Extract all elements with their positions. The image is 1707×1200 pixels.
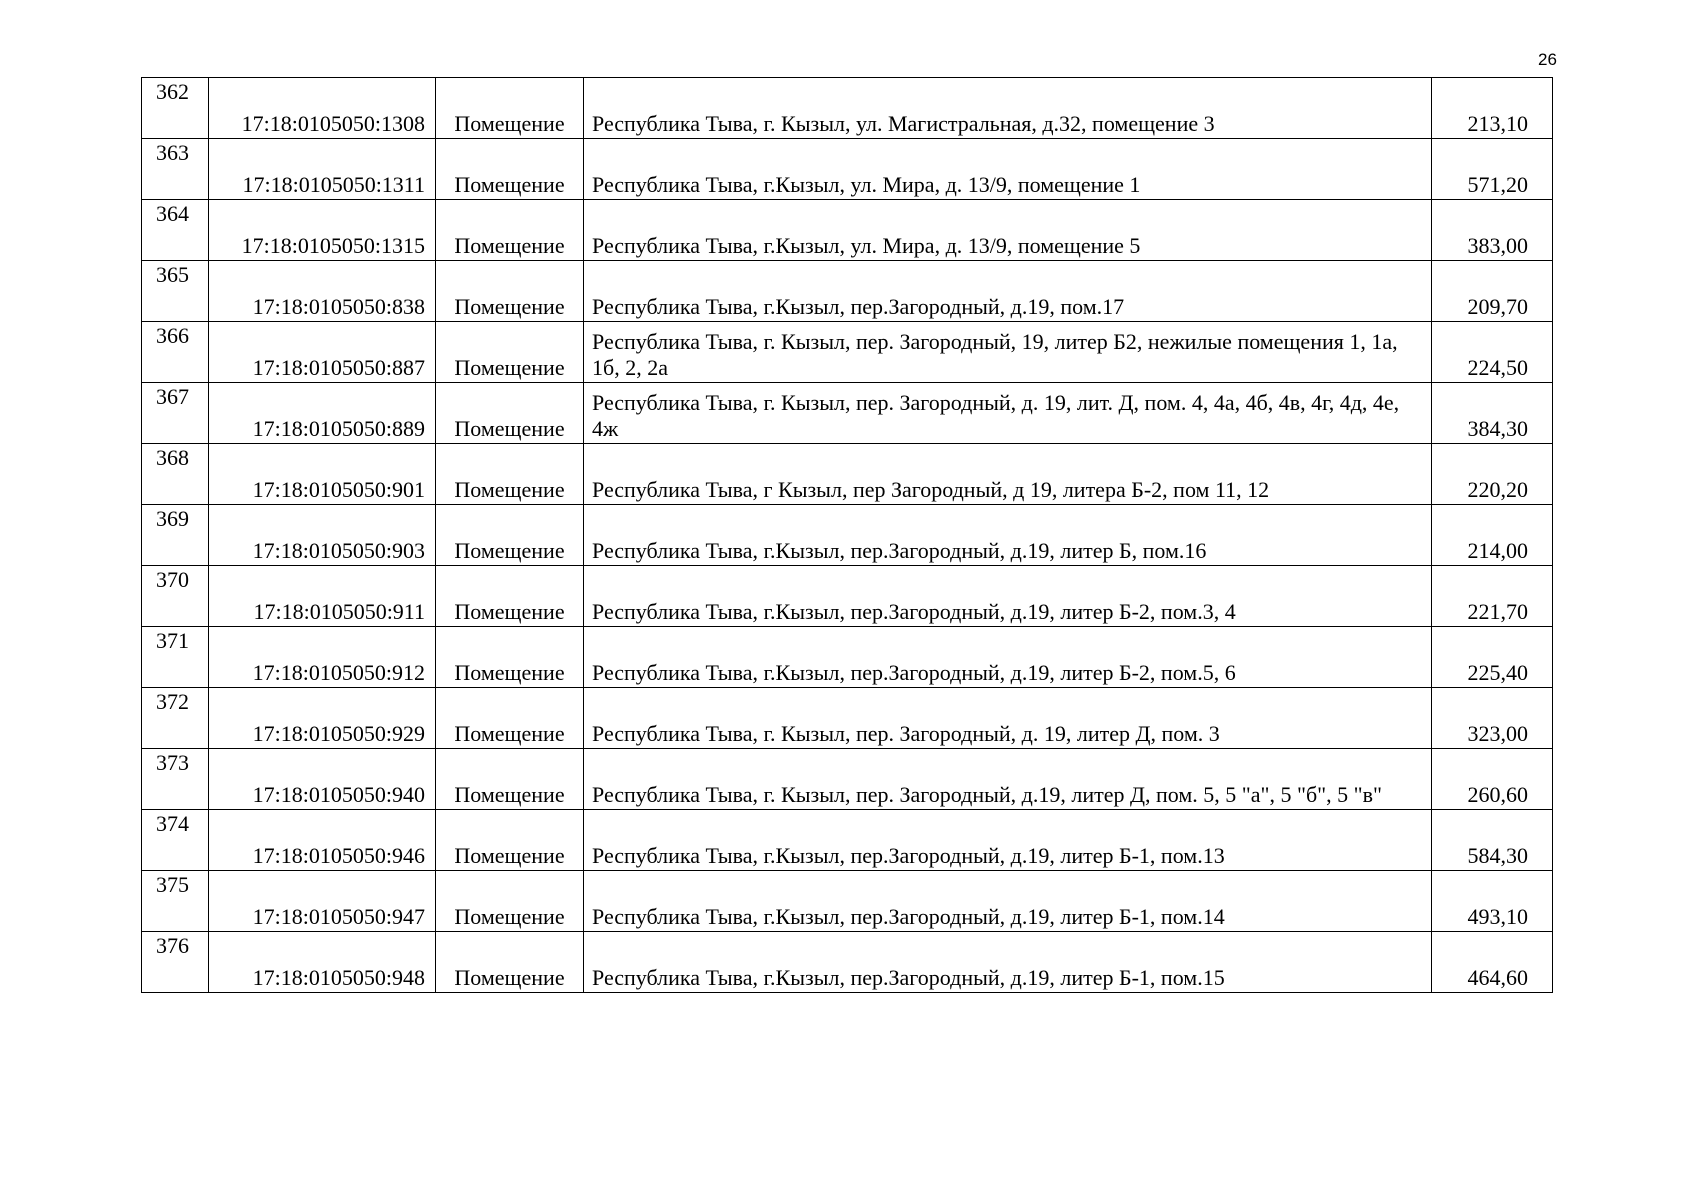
address-cell: Республика Тыва, г.Кызыл, пер.Загородный, д.19, литер Б-1, пом.14 (584, 871, 1432, 932)
table-row (142, 627, 1553, 688)
area-cell: 260,60 (1432, 749, 1553, 810)
row-number-cell: 366 (142, 322, 209, 383)
row-number-cell: 372 (142, 688, 209, 749)
table-row (142, 688, 1553, 749)
cadastral-number-cell: 17:18:0105050:887 (209, 322, 436, 383)
cadastral-number-cell: 17:18:0105050:948 (209, 932, 436, 993)
address-cell: Республика Тыва, г. Кызыл, пер. Загородный, 19, литер Б2, нежилые помещения 1, 1а, 1б, 2, 2а (584, 322, 1432, 383)
area-cell: 323,00 (1432, 688, 1553, 749)
object-type-cell: Помещение (436, 261, 584, 322)
object-type-cell: Помещение (436, 200, 584, 261)
address-cell: Республика Тыва, г.Кызыл, пер.Загородный, д.19, литер Б, пом.16 (584, 505, 1432, 566)
area-cell: 225,40 (1432, 627, 1553, 688)
area-cell: 464,60 (1432, 932, 1553, 993)
object-type-cell: Помещение (436, 810, 584, 871)
area-cell: 221,70 (1432, 566, 1553, 627)
table-row (142, 261, 1553, 322)
cadastral-number-cell: 17:18:0105050:929 (209, 688, 436, 749)
area-cell: 383,00 (1432, 200, 1553, 261)
area-cell: 213,10 (1432, 78, 1553, 139)
address-cell: Республика Тыва, г. Кызыл, пер. Загородный, д.19, литер Д, пом. 5, 5 "а", 5 "б", 5 "в" (584, 749, 1432, 810)
cadastral-number-cell: 17:18:0105050:889 (209, 383, 436, 444)
row-number-cell: 373 (142, 749, 209, 810)
cadastral-number-cell: 17:18:0105050:838 (209, 261, 436, 322)
area-cell: 224,50 (1432, 322, 1553, 383)
cadastral-number-cell: 17:18:0105050:1308 (209, 78, 436, 139)
cadastral-number-cell: 17:18:0105050:903 (209, 505, 436, 566)
table-row (142, 383, 1553, 444)
address-cell: Республика Тыва, г.Кызыл, пер.Загородный, д.19, литер Б-2, пом.5, 6 (584, 627, 1432, 688)
cadastral-number-cell: 17:18:0105050:911 (209, 566, 436, 627)
row-number-cell: 365 (142, 261, 209, 322)
address-cell: Республика Тыва, г. Кызыл, пер. Загородный, д. 19, лит. Д, пом. 4, 4а, 4б, 4в, 4г, 4д, 4е, 4ж (584, 383, 1432, 444)
row-number-cell: 362 (142, 78, 209, 139)
object-type-cell: Помещение (436, 78, 584, 139)
address-cell: Республика Тыва, г Кызыл, пер Загородный, д 19, литера Б-2, пом 11, 12 (584, 444, 1432, 505)
table-row (142, 749, 1553, 810)
object-type-cell: Помещение (436, 871, 584, 932)
address-cell: Республика Тыва, г.Кызыл, пер.Загородный, д.19, литер Б-1, пом.15 (584, 932, 1432, 993)
cadastral-number-cell: 17:18:0105050:1315 (209, 200, 436, 261)
area-cell: 214,00 (1432, 505, 1553, 566)
table-row (142, 78, 1553, 139)
address-cell: Республика Тыва, г.Кызыл, пер.Загородный, д.19, литер Б-2, пом.3, 4 (584, 566, 1432, 627)
area-cell: 220,20 (1432, 444, 1553, 505)
cadastral-number-cell: 17:18:0105050:947 (209, 871, 436, 932)
object-type-cell: Помещение (436, 383, 584, 444)
address-cell: Республика Тыва, г.Кызыл, ул. Мира, д. 13/9, помещение 5 (584, 200, 1432, 261)
area-cell: 584,30 (1432, 810, 1553, 871)
cadastral-number-cell: 17:18:0105050:912 (209, 627, 436, 688)
table-row (142, 139, 1553, 200)
table-row (142, 810, 1553, 871)
address-cell: Республика Тыва, г.Кызыл, пер.Загородный, д.19, литер Б-1, пом.13 (584, 810, 1432, 871)
row-number-cell: 376 (142, 932, 209, 993)
page-number: 26 (1538, 50, 1557, 69)
area-cell: 209,70 (1432, 261, 1553, 322)
address-cell: Республика Тыва, г. Кызыл, пер. Загородный, д. 19, литер Д, пом. 3 (584, 688, 1432, 749)
property-registry-table (141, 77, 1553, 993)
row-number-cell: 371 (142, 627, 209, 688)
cadastral-number-cell: 17:18:0105050:1311 (209, 139, 436, 200)
object-type-cell: Помещение (436, 444, 584, 505)
table-row (142, 322, 1553, 383)
area-cell: 384,30 (1432, 383, 1553, 444)
row-number-cell: 367 (142, 383, 209, 444)
table-row (142, 505, 1553, 566)
object-type-cell: Помещение (436, 688, 584, 749)
row-number-cell: 363 (142, 139, 209, 200)
row-number-cell: 369 (142, 505, 209, 566)
object-type-cell: Помещение (436, 932, 584, 993)
table-row (142, 932, 1553, 993)
row-number-cell: 375 (142, 871, 209, 932)
table-row (142, 566, 1553, 627)
area-cell: 493,10 (1432, 871, 1553, 932)
cadastral-number-cell: 17:18:0105050:901 (209, 444, 436, 505)
area-cell: 571,20 (1432, 139, 1553, 200)
address-cell: Республика Тыва, г. Кызыл, ул. Магистральная, д.32, помещение 3 (584, 78, 1432, 139)
table-row (142, 871, 1553, 932)
object-type-cell: Помещение (436, 627, 584, 688)
row-number-cell: 364 (142, 200, 209, 261)
table-row (142, 444, 1553, 505)
row-number-cell: 370 (142, 566, 209, 627)
cadastral-number-cell: 17:18:0105050:940 (209, 749, 436, 810)
object-type-cell: Помещение (436, 139, 584, 200)
object-type-cell: Помещение (436, 566, 584, 627)
row-number-cell: 368 (142, 444, 209, 505)
cadastral-number-cell: 17:18:0105050:946 (209, 810, 436, 871)
object-type-cell: Помещение (436, 505, 584, 566)
registry-table-body (142, 78, 1553, 993)
table-row (142, 200, 1553, 261)
object-type-cell: Помещение (436, 749, 584, 810)
row-number-cell: 374 (142, 810, 209, 871)
address-cell: Республика Тыва, г.Кызыл, ул. Мира, д. 13/9, помещение 1 (584, 139, 1432, 200)
object-type-cell: Помещение (436, 322, 584, 383)
address-cell: Республика Тыва, г.Кызыл, пер.Загородный, д.19, пом.17 (584, 261, 1432, 322)
